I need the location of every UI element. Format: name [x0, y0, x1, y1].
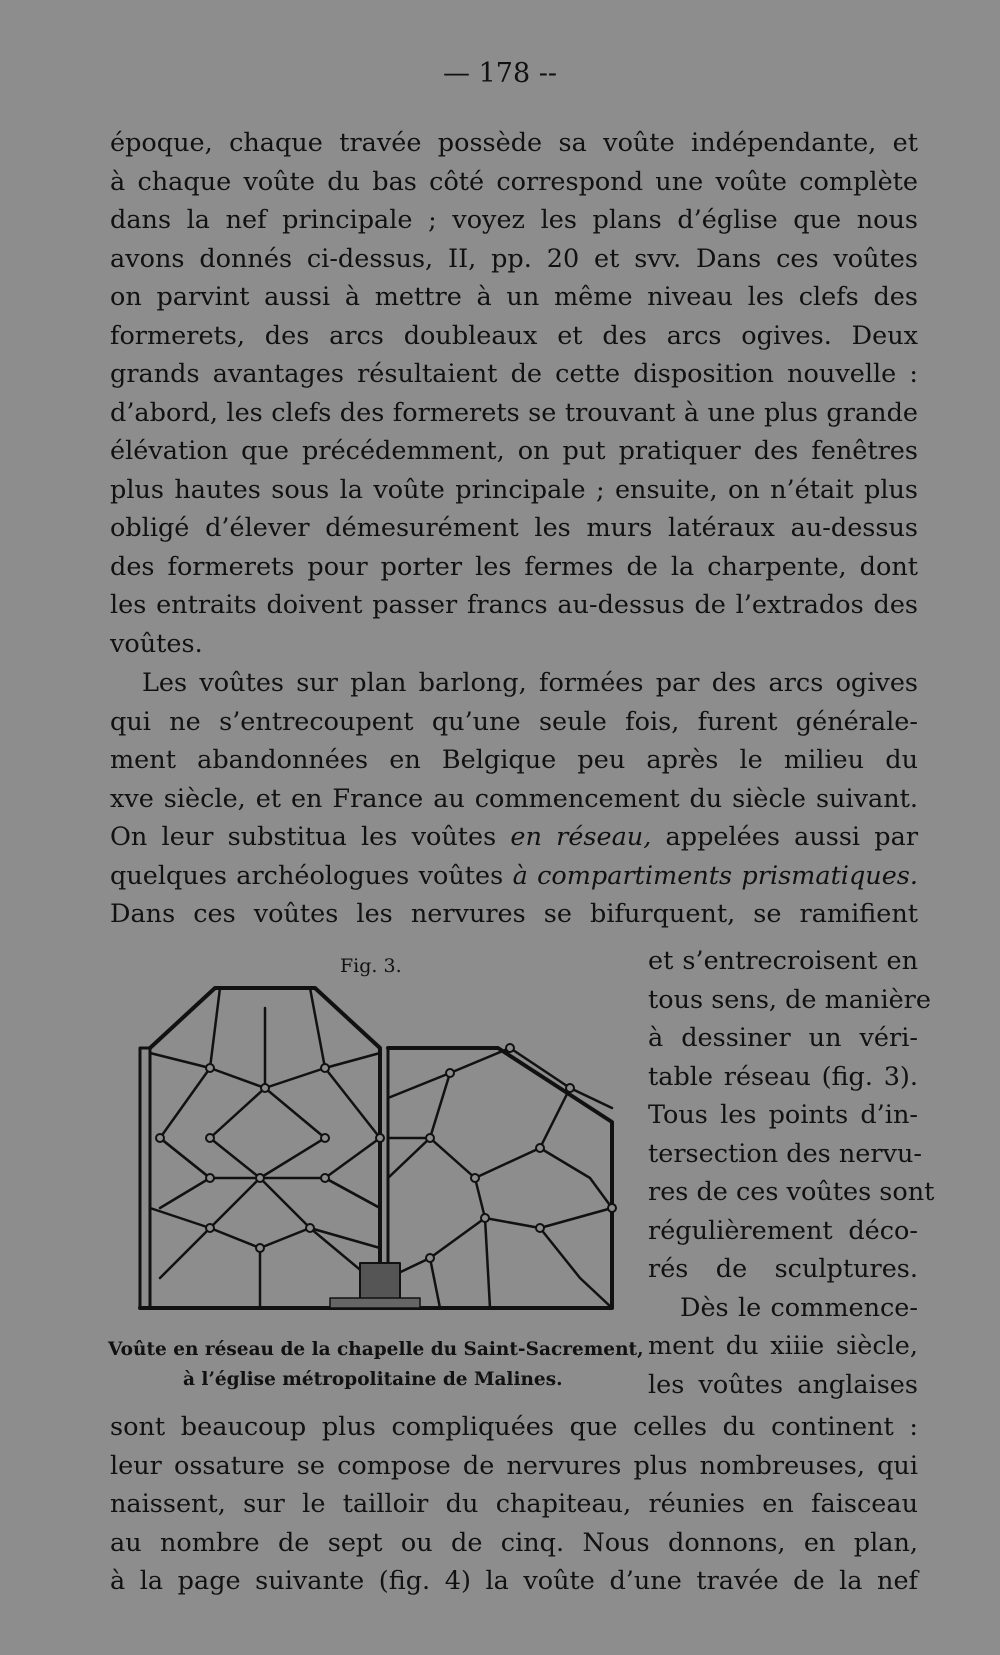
text-line: élévation que précédemment, on put pratiquer des fenêtres	[110, 436, 918, 466]
text-line: Les voûtes sur plan barlong, formées par des arcs ogives	[142, 668, 918, 698]
paragraph-1	[110, 124, 918, 663]
figure-caption	[108, 1335, 644, 1395]
text-line: table réseau (fig. 3).	[648, 1061, 918, 1092]
page-number: — 178 --	[443, 58, 557, 89]
vault-figure	[130, 978, 620, 1328]
text-line: régulièrement déco-	[648, 1215, 918, 1246]
text-line: dans la nef principale ; voyez les plans d’église que nous	[110, 205, 918, 235]
text-line: sont beaucoup plus compliquées que celles du continent :	[110, 1412, 918, 1442]
text-line: des formerets pour porter les fermes de la charpente, dont	[110, 551, 918, 582]
text-fragment: On leur substitua les voûtes	[110, 822, 497, 852]
caption-line: Voûte en réseau de la chapelle du Saint-Sacrement,	[108, 1339, 644, 1360]
text-line: xve siècle, et en France au commencement du siècle suivant.	[110, 783, 918, 814]
text-line: qui ne s’entrecoupent qu’une seule fois, furent générale-	[110, 706, 918, 737]
text-line: avons donnés ci-dessus, II, pp. 20 et svv. Dans ces voûtes	[110, 243, 918, 274]
text-line: les entraits doivent passer francs au-dessus de l’extrados des	[110, 590, 918, 620]
side-text-column	[648, 942, 935, 1404]
text-line: tersection des nervu-	[648, 1138, 923, 1169]
text-fragment: quelques archéologues voûtes	[110, 860, 504, 891]
paragraph-2	[110, 664, 918, 934]
text-line: rés de sculptures.	[648, 1254, 918, 1284]
text-line: res de ces voûtes sont	[648, 1177, 935, 1207]
text-line: voûtes.	[110, 628, 203, 659]
text-line: leur ossature se compose de nervures plus nombreuses, qui	[110, 1450, 918, 1481]
italic-term: à compartiments prismatiques.	[512, 860, 918, 891]
text-line: formerets, des arcs doubleaux et des arcs ogives. Deux	[110, 320, 918, 351]
text-line: ment abandonnées en Belgique peu après le milieu du	[110, 745, 918, 775]
text-line: à dessiner un véri-	[648, 1023, 918, 1053]
figure-label: Fig. 3.	[340, 955, 402, 977]
text-line: au nombre de sept ou de cinq. Nous donnons, en plan,	[110, 1527, 918, 1558]
text-line: à la page suivante (fig. 4) la voûte d’une travée de la nef	[110, 1566, 918, 1596]
text-line: tous sens, de manière	[648, 984, 931, 1015]
text-line: Dans ces voûtes les nervures se bifurquent, se ramifient	[110, 899, 918, 929]
text-line: ment du xiiie siècle,	[648, 1331, 918, 1361]
text-line: plus hautes sous la voûte principale ; ensuite, on n’était plus	[110, 474, 918, 505]
text-line: obligé d’élever démesurément les murs latéraux au-dessus	[110, 513, 918, 543]
text-line: d’abord, les clefs des formerets se trouvant à une plus grande	[110, 397, 918, 428]
text-line: les voûtes anglaises	[648, 1369, 918, 1400]
text-line: naissent, sur le tailloir du chapiteau, réunies en faisceau	[110, 1489, 918, 1519]
text-line	[110, 818, 918, 857]
text-line: Dès le commence-	[680, 1292, 918, 1323]
italic-term: en réseau,	[510, 822, 652, 852]
text-line	[110, 857, 918, 896]
text-line: grands avantages résultaient de cette disposition nouvelle :	[110, 359, 918, 389]
text-line: on parvint aussi à mettre à un même niveau les clefs des	[110, 282, 918, 312]
text-line: Tous les points d’in-	[648, 1100, 918, 1130]
paragraph-3	[110, 1408, 918, 1601]
text-line: et s’entrecroisent en	[648, 946, 918, 976]
text-fragment: appelées aussi par	[665, 822, 919, 852]
text-line: époque, chaque travée possède sa voûte indépendante, et	[110, 128, 918, 158]
text-line: à chaque voûte du bas côté correspond une voûte complète	[110, 166, 918, 197]
caption-line: à l’église métropolitaine de Malines.	[183, 1369, 563, 1390]
